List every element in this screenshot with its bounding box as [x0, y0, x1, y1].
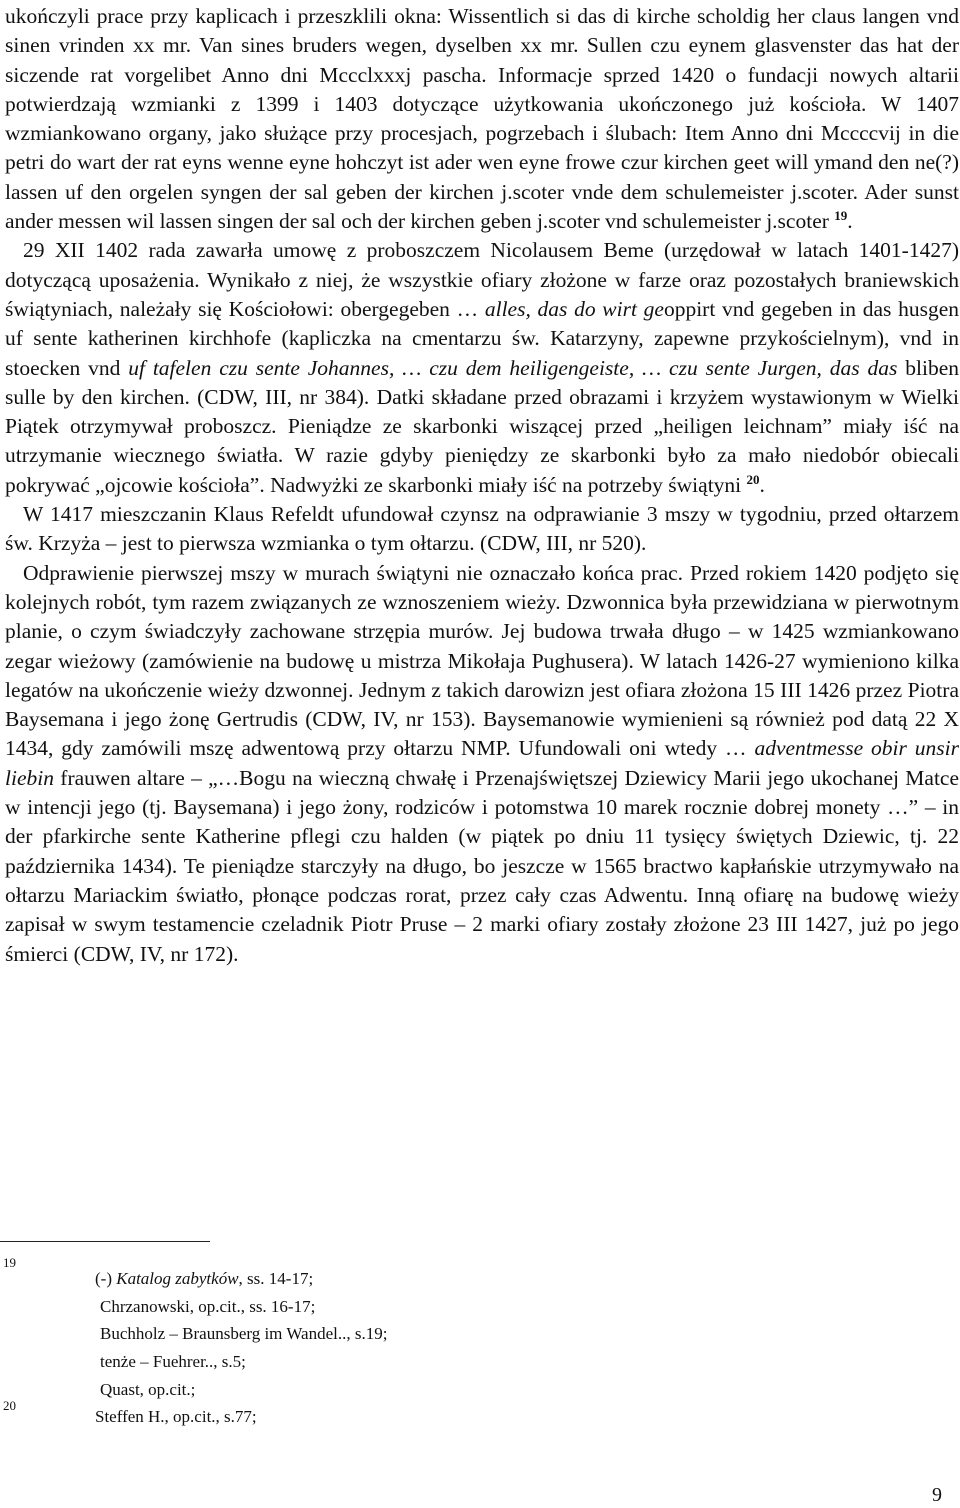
text-run: . — [759, 472, 765, 497]
page-number: 9 — [932, 1484, 942, 1506]
footnote-19-number: 19 — [3, 1255, 16, 1270]
footnote-title-italic: Katalog zabytków — [116, 1269, 239, 1288]
italic-quote: adventmesse obir unsir liebin — [5, 736, 959, 790]
italic-quote: uf tafelen czu sente Johannes, … czu dem heiligengeiste, … czu sente Jurgen, das das — [128, 355, 898, 380]
italic-quote: alles, das do wirt ge — [484, 296, 664, 321]
footnote-19-line-5 — [100, 1380, 195, 1400]
footnote-text: Chrzanowski, op.cit., ss. 16-17; — [100, 1297, 316, 1316]
footnote-separator — [0, 1241, 210, 1242]
footnote-text: Steffen H., op.cit., s.77; — [95, 1407, 257, 1426]
footnote-19-line-2 — [100, 1297, 315, 1317]
paragraph-3 — [5, 500, 959, 559]
footnote-reference: 19 — [834, 208, 848, 224]
text-run: . — [847, 209, 853, 234]
text-run: Odprawienie pierwszej mszy w murach świątyni nie oznaczało końca prac. Przed rokiem 1420 podjęto się kolejnych robót, tym razem związanych ze wznoszeniem wieży. Dzwonnica była przewidziana w pierwotnym planie, o czym świadczyły zachowane strzępia murów. Jej budowa trwała długo – w 1425 wzmiankowano zegar wieżowy (zamówienie na budowę u mistrza Mikołaja Pughusera). W latach 1426-27 wymieniono kilka legatów na ukończenie wieży dzwonnej. Jednym z takich darowizn jest ofiara złożona 15 III 1426 przez Piotra Baysemana i jego żonę Gertrudis (CDW, IV, nr 153). Baysemanowie wymienieni są również pod datą 22 X 1434, gdy zamówili mszę adwentową przy ołtarzu NMP. Ufundowali oni wtedy … — [5, 560, 959, 761]
main-text — [5, 2, 959, 969]
paragraph-2 — [5, 236, 959, 500]
text-run: 29 XII 1402 rada zawarła umowę z proboszczem Nicolausem Beme (urzędował w latach 1401-1427) dotyczącą uposażenia. Wynikało z niej, że wszystkie ofiary złożone w farze oraz pozostałych braniewskich świątyniach, należały się Kościołowi: obergegeben … — [5, 238, 959, 321]
text-run: bliben sulle by den kirchen. (CDW, III, nr 384). Datki składane przed obrazami i krzyżem wystawionym w Wielki Piątek otrzymywał proboszcz. Pieniądze ze skarbonki wiszącej przed „heiligen leichnam” miały iść na utrzymanie wiecznego światła. W razie gdyby pieniędzy ze skarbonki było za mało niedobór obiecali pokrywać „ojcowie kościoła”. Nadwyżki ze skarbonki miały iść na potrzeby świątyni — [5, 355, 960, 497]
paragraph-4 — [5, 559, 959, 969]
footnote-19-line-1 — [95, 1269, 313, 1289]
footnote-text: , ss. 14-17; — [238, 1269, 314, 1288]
text-run: frauwen altare – „…Bogu na wieczną chwałę i Przenajświętszej Dziewicy Marii jego ukochanej Matce w intencji jego (tj. Baysemana) i jego żony, rodziców i potomstwa 10 marek rocznie dobrej monety …” – in der pfarkirche sente Katherine pflegi czu halden (w piątek po dniu 11 tysięcy świętych Dziewic, tj. 22 października 1434). Te pieniądze starczyły na długo, bo jeszcze w 1565 bractwo kapłańskie utrzymywało na ołtarzu Mariackim światło, płonące podczas rorat, przez cały czas Adwentu. Inną ofiarę na budowę wieży zapisał w swym testamencie czeladnik Piotr Pruse – 2 marki ofiary zostały złożone 23 III 1427, już po jego śmierci (CDW, IV, nr 172). — [5, 765, 959, 966]
footnote-19-line-3 — [100, 1324, 387, 1344]
footnote-text: tenże – Fuehrer.., s.5; — [100, 1352, 246, 1371]
footnote-20-line-1 — [95, 1407, 257, 1427]
paragraph-1 — [5, 2, 959, 236]
footnote-reference: 20 — [746, 471, 760, 487]
text-run: ukończyli prace przy kaplicach i przeszklili okna: Wissentlich si das di kirche scholdig her claus langen vnd sinen vrinden xx mr. Van sines bruders wegen, dyselben xx mr. Sullen czu eynem glasvenster das hat der siczende rat vorgelibet Anno dni Mccclxxxj pascha. Informacje sprzed 1420 o fundacji nowych altarii potwierdzają wzmianki z 1399 i 1403 dotyczące użytkowania ukończonego już kościoła. W 1407 wzmiankowano organy, jako służące przy procesjach, pogrzebach i ślubach: Item Anno dni Mccccvij in die petri do wart der rat eyns wenne eyne hohczyt ist ader wen eyne frowe czur kirchen geet will ymand den ne(?) lassen uf den orgelen syngen der sal geben der kirchen j.scoter vnde dem schulemeister j.scoter. Ader sunst ander messen wil lassen singen der sal och der kirchen geben j.scoter vnd schulemeister j.scoter — [5, 4, 959, 234]
footnote-text: (-) — [95, 1269, 117, 1288]
footnote-19-line-4 — [100, 1352, 246, 1372]
text-run: W 1417 mieszczanin Klaus Refeldt ufundował czynsz na odprawianie 3 mszy w tygodniu, przed ołtarzem św. Krzyża – jest to pierwsza wzmianka o tym ołtarzu. (CDW, III, nr 520). — [5, 502, 959, 556]
footnote-text: Quast, op.cit.; — [100, 1380, 196, 1399]
text-run: oppirt vnd gegeben in das husgen uf sente katherinen kirchhofe (kapliczka na cmentarzu św. Katarzyny, zapewne przykościelnym), vnd in stoecken vnd — [5, 296, 959, 380]
footnote-20-number: 20 — [3, 1398, 16, 1413]
footnote-text: Buchholz – Braunsberg im Wandel.., s.19; — [100, 1324, 388, 1343]
